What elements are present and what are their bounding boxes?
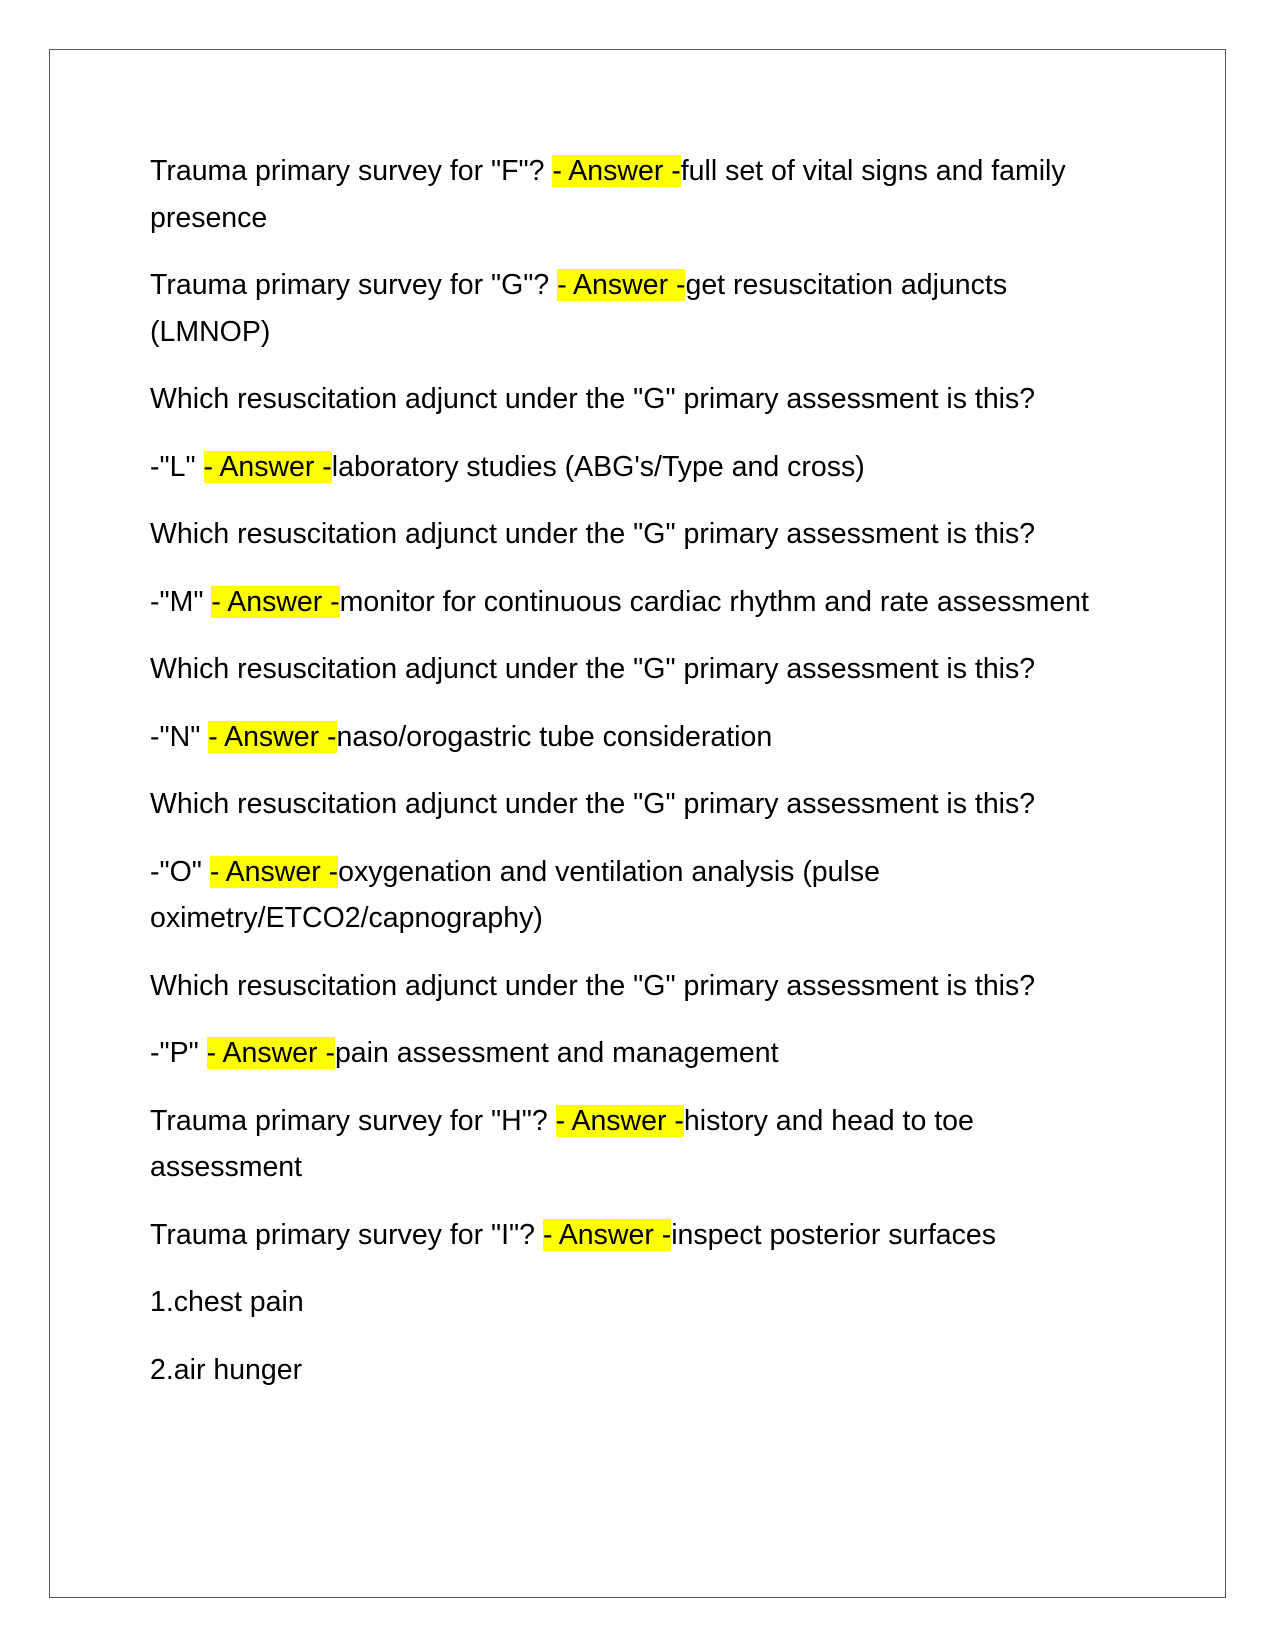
question-paragraph [150, 376, 1110, 423]
document-body [150, 148, 1110, 1414]
question-text: Trauma primary survey for "H"? [150, 1104, 556, 1137]
question-text: Which resuscitation adjunct under the "G" primary assessment is this? [150, 788, 1036, 820]
answer-marker: - Answer - [557, 269, 686, 301]
question-text: Trauma primary survey for "F"? [150, 155, 553, 187]
question-text: Trauma primary survey for "G"? [150, 269, 558, 301]
answer-text: get resuscitation adjuncts (LMNOP) [150, 269, 1008, 348]
qa-paragraph [150, 1098, 1110, 1191]
question-paragraph [150, 646, 1110, 693]
answer-marker: - Answer - [211, 585, 340, 618]
answer-marker: - Answer - [555, 1104, 684, 1137]
qa-paragraph [150, 1212, 1110, 1259]
question-text: -"M" [150, 585, 212, 618]
qa-paragraph [150, 714, 1110, 761]
answer-text: full set of vital signs and family presence [150, 155, 1066, 234]
qa-paragraph [150, 579, 1110, 626]
question-text: Trauma primary survey for "I"? [150, 1218, 543, 1251]
answer-marker: - Answer - [542, 1218, 672, 1251]
list-item-text: 1.chest pain [150, 1286, 304, 1318]
answer-marker: - Answer - [206, 1037, 335, 1069]
answer-marker: - Answer - [209, 855, 339, 888]
question-text: Which resuscitation adjunct under the "G" primary assessment is this? [150, 969, 1036, 1002]
qa-paragraph [150, 1030, 1110, 1077]
answer-text: oxygenation and ventilation analysis (pulse oximetry/ETCO2/capnography) [150, 855, 880, 934]
question-text: -"P" [150, 1037, 207, 1069]
question-text: Which resuscitation adjunct under the "G" primary assessment is this? [150, 383, 1036, 415]
question-text: -"L" [150, 450, 204, 483]
list-paragraph [150, 1347, 1110, 1394]
question-text: -"N" [150, 720, 209, 753]
answer-text: history and head to toe assessment [150, 1104, 974, 1183]
question-text: Which resuscitation adjunct under the "G" primary assessment is this? [150, 518, 1036, 550]
answer-text: naso/orogastric tube consideration [336, 720, 773, 753]
answer-marker: - Answer - [203, 450, 332, 483]
qa-paragraph [150, 148, 1110, 241]
answer-marker: - Answer - [552, 155, 681, 187]
question-paragraph [150, 511, 1110, 558]
answer-text: pain assessment and management [334, 1037, 779, 1069]
qa-paragraph [150, 849, 1110, 942]
answer-text: laboratory studies (ABG's/Type and cross) [331, 450, 865, 483]
question-text: Which resuscitation adjunct under the "G" primary assessment is this? [150, 653, 1036, 685]
question-text: -"O" [150, 855, 210, 888]
list-item-text: 2.air hunger [150, 1353, 303, 1386]
list-paragraph [150, 1279, 1110, 1326]
question-paragraph [150, 781, 1110, 828]
question-paragraph [150, 963, 1110, 1010]
qa-paragraph [150, 262, 1110, 355]
answer-marker: - Answer - [208, 720, 337, 753]
answer-text: monitor for continuous cardiac rhythm and rate assessment [339, 585, 1089, 618]
qa-paragraph [150, 444, 1110, 491]
answer-text: inspect posterior surfaces [671, 1218, 996, 1251]
